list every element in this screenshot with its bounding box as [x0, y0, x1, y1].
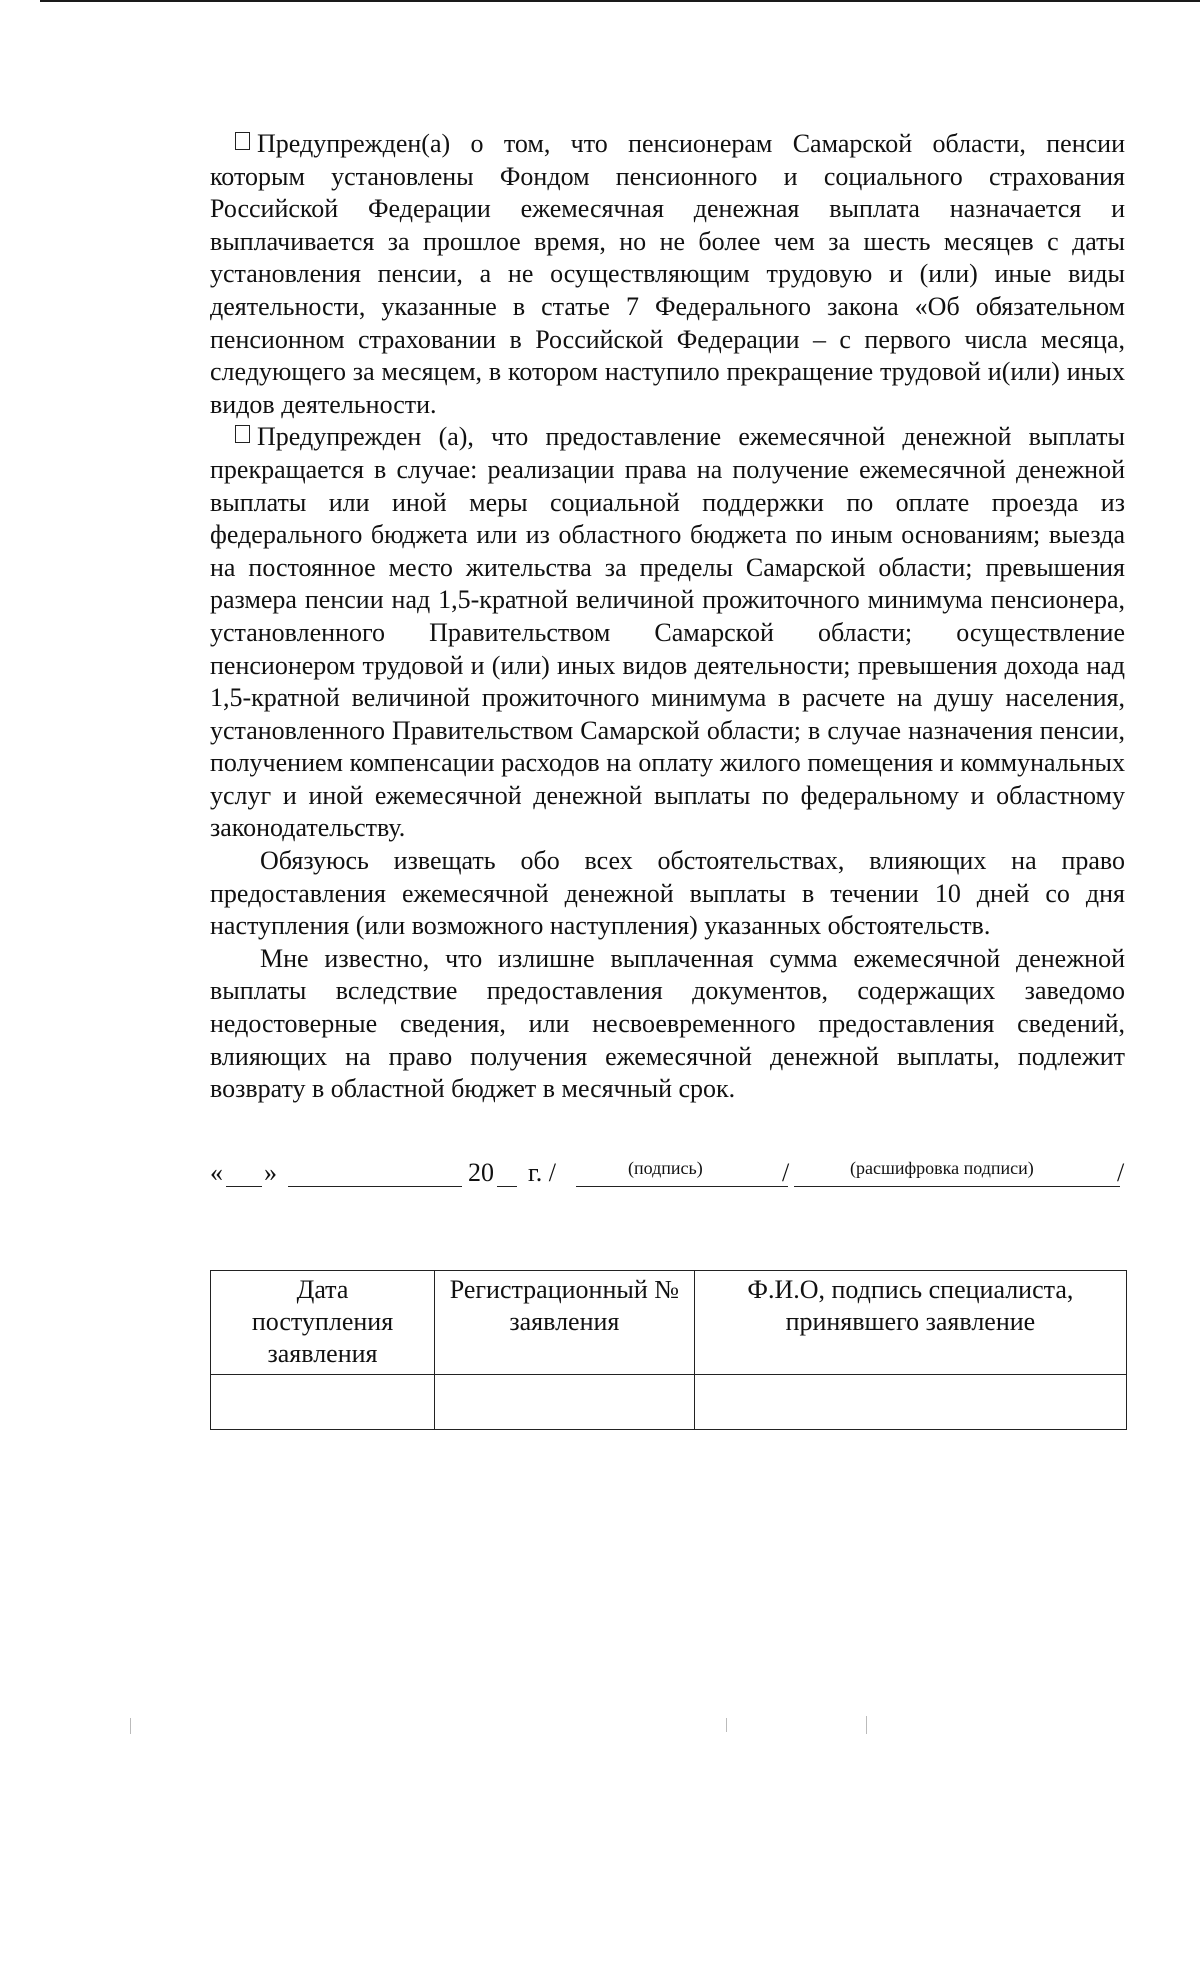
cell-registration-number[interactable]	[434, 1375, 694, 1430]
scan-mark	[866, 1716, 867, 1734]
scan-mark	[130, 1718, 131, 1734]
cell-receipt-date[interactable]	[211, 1375, 435, 1430]
day-field[interactable]	[226, 1186, 262, 1187]
slash-end: /	[1117, 1158, 1125, 1187]
slash-mid: /	[782, 1158, 790, 1187]
awareness-paragraph: Мне известно, что излишне выплаченная сумма ежемесячной денежной выплаты вследствие предоставления документов, содержащих заведомо недостоверные сведения, или несвоевременного предоставления сведений, влияющих на право получения ежемесячной денежной выплаты, подлежит возврату в областной бюджет в месячный срок.	[210, 943, 1125, 1104]
year-suffix: г. /	[528, 1158, 556, 1187]
top-border-line	[40, 0, 1200, 2]
registration-header-row	[211, 1271, 1127, 1375]
signature-row	[210, 1158, 1130, 1218]
obligation-paragraph: Обязуюсь извещать обо всех обстоятельствах, влияющих на право предоставления ежемесячной денежной выплаты в течении 10 дней со дня наступления (или возможного наступления) указанных обстоятельств.	[210, 846, 1125, 941]
decoding-caption: (расшифровка подписи)	[850, 1158, 1034, 1178]
document-body	[210, 128, 1125, 1106]
close-quote: »	[264, 1158, 277, 1187]
signature-field[interactable]	[576, 1186, 788, 1187]
registration-table	[210, 1270, 1127, 1430]
cell-specialist[interactable]	[694, 1375, 1126, 1430]
registration-entry-row	[211, 1375, 1127, 1430]
warning-paragraph-1	[210, 128, 1125, 421]
open-quote: «	[210, 1158, 223, 1187]
acknowledge-checkbox-1[interactable]	[235, 132, 250, 150]
year-prefix: 20	[468, 1158, 494, 1187]
header-registration-number: Регистрационный № заявления	[434, 1271, 694, 1375]
warning-text-1: Предупрежден(а) о том, что пенсионерам Самарской области, пенсии которым установлены Фондом пенсионного и социального страхования Российской Федерации ежемесячная денежная выплата назначается и выплачивается за прошлое время, но не более чем за шесть месяцев с даты установления пенсии, а не осуществляющим трудовую и (или) иные виды деятельности, указанные в статье 7 Федерального закона «Об обязательном пенсионном страховании в Российской Федерации – с первого числа месяца, следующего за месяцем, в котором наступило прекращение трудовой и(или) иных видов деятельности.	[210, 129, 1125, 419]
signature-caption: (подпись)	[628, 1158, 703, 1178]
warning-text-2: Предупрежден (а), что предоставление ежемесячной денежной выплаты прекращается в случае: реализации права на получение ежемесячной денежной выплаты или иной меры социальной поддержки по оплате проезда из федерального бюджета или из областного бюджета по иным основаниям; выезда на постоянное место жительства за пределы Самарской области; превышения размера пенсии над 1,5-кратной величиной прожиточного минимума пенсионера, установленного Правительством Самарской области; осуществление пенсионером трудовой и (или) иных видов деятельности; превышения дохода над 1,5-кратной величиной прожиточного минимума в расчете на душу населения, установленного Правительством Самарской области; в случае назначения пенсии, получением компенсации расходов на оплату жилого помещения и коммунальных услуг и иной ежемесячной денежной выплаты по федеральному и областному законодательству.	[210, 422, 1125, 843]
warning-paragraph-2	[210, 421, 1125, 845]
header-specialist: Ф.И.О, подпись специалиста, принявшего заявление	[694, 1271, 1126, 1375]
month-field[interactable]	[288, 1186, 462, 1187]
name-decoding-field[interactable]	[794, 1186, 1120, 1187]
acknowledge-checkbox-2[interactable]	[235, 425, 250, 443]
header-receipt-date: Дата поступления заявления	[211, 1271, 435, 1375]
year-field[interactable]	[497, 1186, 517, 1187]
scan-mark	[726, 1718, 727, 1732]
